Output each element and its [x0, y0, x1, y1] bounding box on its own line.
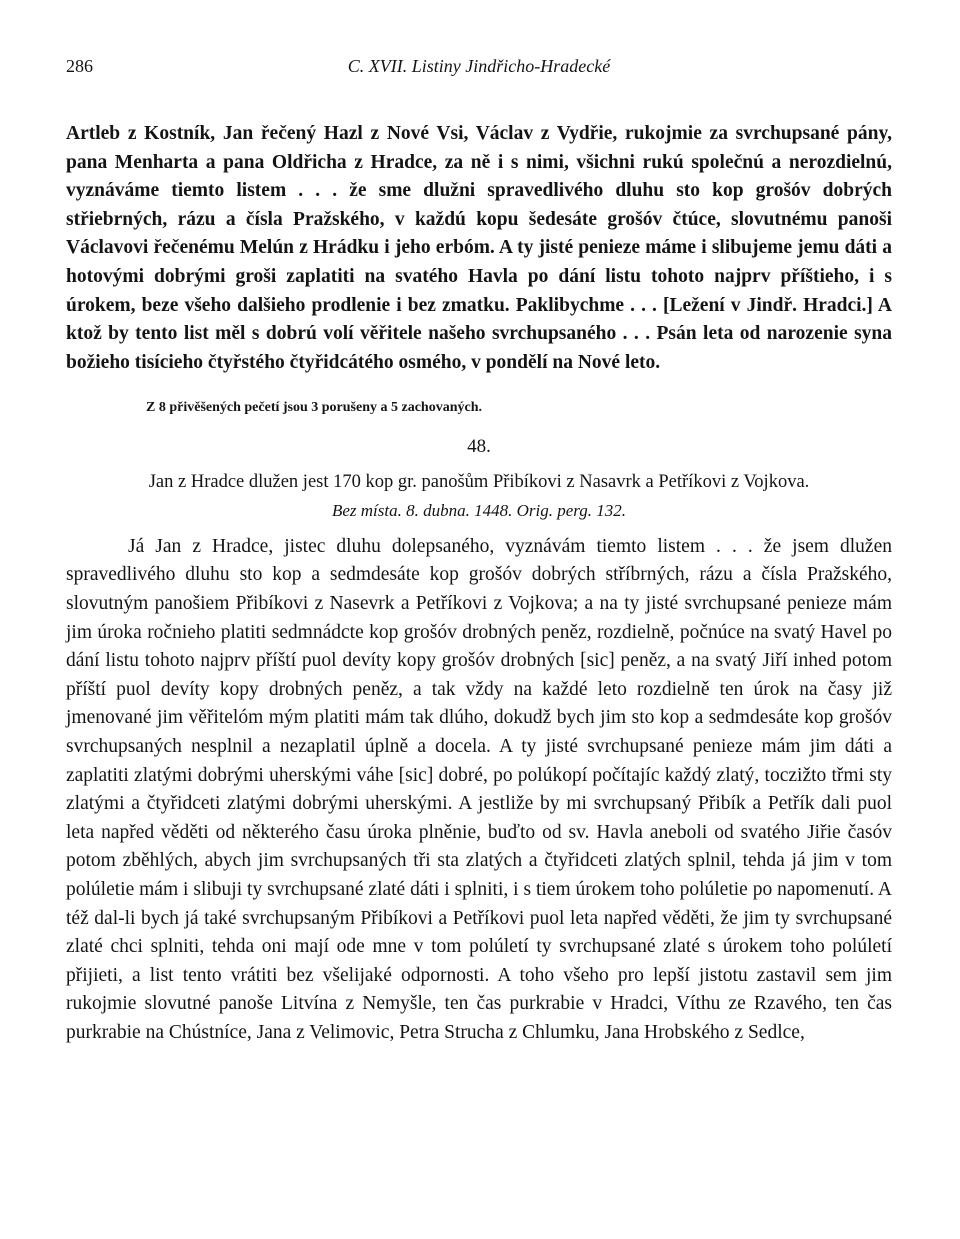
document-number: 48. [467, 435, 491, 457]
previous-document-text: Artleb z Kostník, Jan řečený Hazl z Nové Vsi, Václav z Vydřie, rukojmie za svrchupsané pány, pana Menharta a pana Oldřicha z Hradce, za ně i s nimi, všichni rukú společnú a nerozdielnú, vyznáváme tiemto listem . . . že sme dlužni spravedlivého dluhu sto kop grošóv dobrých střiebrných, rázu a čísla Pražského, v každú kopu šedesáte grošóv čtúce, slovutnému panoši Václavovi řečenému Melún z Hrádku i jeho erbóm. A ty jisté penieze máme i slibujeme jemu dáti a hotovými dobrými groši zaplatiti na svatého Havla po dání listu tohoto najprv příštieho, i s úrokem, beze všeho dalšieho prodlenie i bez zmatku. Paklibychme . . . [Ležení v Jindř. Hradci.] A ktož by tento list měl s dobrú volí věřitele našeho svrchupsaného . . . Psán leta od narozenie syna božieho tisícieho čtyřstého čtyřidcátého osmého, v pondělí na Nové leto. [66, 123, 892, 373]
document-source: Bez místa. 8. dubna. 1448. Orig. perg. 132. [331, 500, 627, 520]
running-head: C. XVII. Listiny Jindřicho-Hradecké [347, 56, 611, 76]
page-number: 286 [66, 56, 93, 76]
document-regest: Jan z Hradce dlužen jest 170 kop gr. panošům Přibíkovi z Nasavrk a Petříkovi z Vojkova. [148, 471, 810, 492]
page-header [66, 50, 892, 80]
document-text: Já Jan z Hradce, jistec dluhu dolepsaného, vyznávám tiemto listem . . . že jsem dlužen spravedlivého dluhu sto kop a sedmdesáte kop grošóv dobrých stříbrných, rázu a čísla Pražského, slovutným panošiem Přibíkovi z Nasevrk a Petříkovi z Vojkova; a na ty jisté svrchupsané penieze mám jim úroka ročnieho platiti sedmnádcte kop grošóv drobných peněz, rozdielně, počnúce na svatý Havel po dání listu tohoto najprv příští puol devíty kopy grošóv drobných [sic] peněz, a na svatý Jiří inhed potom příští puol devíty kopy drobných peněz, a tak vždy na každé leto rozdielně ten úrok na časy již jmenované jim věřitelóm mým platiti mám tak dlúho, dokudž bych jim sto kop a sedmdesáte kop grošóv svrchupsaných nesplnil a nezaplatil úplně a docela. A ty jisté svrchupsané penieze mám jim dáti a zaplatiti zlatými dobrými uherskými váhe [sic] dobré, po polúkopí počítajíc každý zlatý, toczižto třmi sty zlatými a čtyřidceti zlatými dobrými uherskými. A jestliže by mi svrchupsaný Přibík a Petřík dali puol leta napřed věděti od některého času úroka plněnie, buďto od sv. Havla aneboli od svatého Jiřie časóv potom zběhlých, abych jim svrchupsaných tři sta zlatých a čtyřidceti zlatých splnil, tehda já jim v tom polúletie mám i slibuji ty svrchupsané zlaté dáti i splniti, i s tiem úrokem toho polúletie po napomenutí. A též dal-li bych já také svrchupsaným Přibíkovi a Petříkovi puol leta napřed věděti, že jim ty svrchupsané zlaté chci splniti, tehda oni mají ode mne v tom polúletí ty svrchupsané zlaté s úrokem toho polúletí přijieti, a list tento vrátiti bez všelijaké odpornosti. A toho všeho pro lepší jistotu zastavil sem jim rukojmie slovutné panoše Litvína z Nemyšle, ten čas purkrabie v Hradci, Víthu ze Rzavého, ten čas purkrabie na Chústníce, Jana z Velimovic, Petra Strucha z Chlumku, Jana Hrobského z Sedlce, [66, 535, 892, 1043]
seal-note: Z 8 přivěšených pečetí jsou 3 porušeny a 5 zachovaných. [146, 399, 482, 415]
